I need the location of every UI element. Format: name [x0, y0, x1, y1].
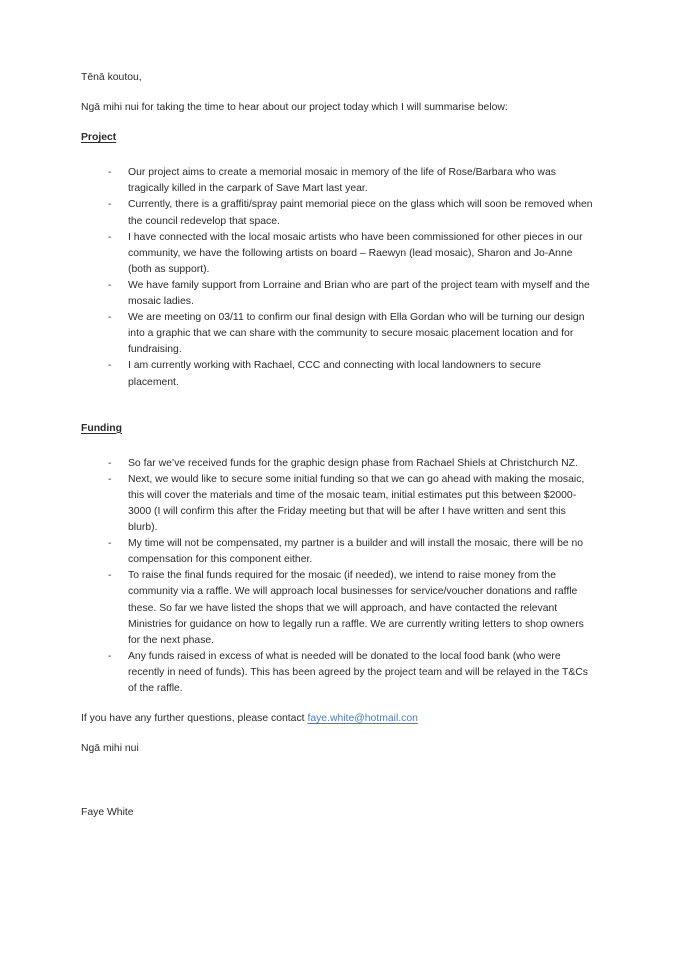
list-item [81, 230, 594, 278]
bullet-marker: - [108, 279, 112, 291]
list-item-text: I have connected with the local mosaic artists who have been commissioned for other pieces in our community, we have the following artists on board – Raewyn (lead mosaic), Sharon and Jo-Anne (both as support). [128, 231, 583, 275]
list-item-text: We are meeting on 03/11 to confirm our final design with Ella Gordan who will be turning our design into a graphic that we can share with the community to secure mosaic placement location and for fundraising. [128, 312, 585, 356]
list-item-text: So far we’ve received funds for the graphic design phase from Rachael Shiels at Christchurch NZ. [128, 457, 578, 469]
list-item-text: Currently, there is a graffiti/spray paint memorial piece on the glass which will soon be removed when the council redevelop that space. [128, 199, 593, 227]
bullet-marker: - [108, 457, 112, 469]
contact-prefix-text: If you have any further questions, please contact [81, 713, 308, 725]
contact-paragraph [81, 711, 594, 727]
list-item-text: We have family support from Lorraine and Brian who are part of the project team with myself and the mosaic ladies. [128, 279, 590, 308]
email-link[interactable]: faye.white@hotmail.con [307, 713, 418, 725]
list-item [81, 310, 594, 358]
list-item-text: Next, we would like to secure some initial funding so that we can go ahead with making the mosaic, this will cover the materials and time of the mosaic team, initial estimates put this between $2000-3000 (I will confirm this after the Friday meeting but that will be after I have written and sent this blurb). [128, 473, 585, 534]
signature-name: Faye White [81, 807, 134, 819]
signature-spacer [81, 771, 594, 805]
greeting-paragraph: Tēnā koutou, [81, 72, 142, 83]
section-spacer [81, 405, 594, 421]
list-item [81, 472, 594, 536]
funding-heading-wrapper [81, 421, 594, 447]
intro-paragraph: Ngā mihi nui for taking the time to hear about our project today which I will summarise below: [81, 102, 508, 114]
project-bullet-list [81, 165, 594, 390]
bullet-marker: - [108, 473, 112, 485]
document-body [81, 70, 594, 821]
bullet-marker: - [108, 167, 112, 179]
project-heading-wrapper [81, 130, 594, 156]
bullet-marker: - [108, 312, 112, 324]
funding-bullet-list [81, 456, 594, 697]
list-item-text: To raise the final funds required for the mosaic (if needed), we intend to raise money from the community via a raffle. We will approach local businesses for service/voucher donations and raffle these. So far we have listed the shops that we will approach, and have contacted the relevant Ministries for guidance on how to legally run a raffle. We are currently writing letters to shop owners for the next phase. [128, 570, 584, 646]
list-item-text: Our project aims to create a memorial mosaic in memory of the life of Rose/Barbara who was tragically killed in the carpark of Save Mart last year. [128, 167, 556, 195]
bullet-marker: - [108, 199, 112, 211]
section-heading-project: Project [81, 132, 117, 144]
list-item [81, 649, 594, 697]
list-item-text: Any funds raised in excess of what is needed will be donated to the local food bank (who were recently in need of funds). This has been agreed by the project team and will be relayed in the T&Cs of the raffle. [128, 650, 588, 694]
bullet-marker: - [108, 360, 112, 372]
list-item [81, 197, 594, 229]
bullet-marker: - [108, 538, 112, 550]
section-heading-funding: Funding [81, 422, 122, 434]
signoff-paragraph: Ngā mihi nui [81, 743, 139, 755]
list-item [81, 165, 594, 197]
list-item [81, 536, 594, 568]
bullet-marker: - [108, 650, 112, 662]
list-item-text: I am currently working with Rachael, CCC and connecting with local landowners to secure placement. [128, 360, 541, 388]
list-item [81, 358, 594, 390]
list-item-text: My time will not be compensated, my partner is a builder and will install the mosaic, there will be no compensation for this component either. [128, 538, 584, 566]
bullet-marker: - [108, 570, 112, 582]
list-item [81, 456, 594, 472]
list-item [81, 278, 594, 310]
bullet-marker: - [108, 231, 112, 243]
list-item [81, 568, 594, 648]
